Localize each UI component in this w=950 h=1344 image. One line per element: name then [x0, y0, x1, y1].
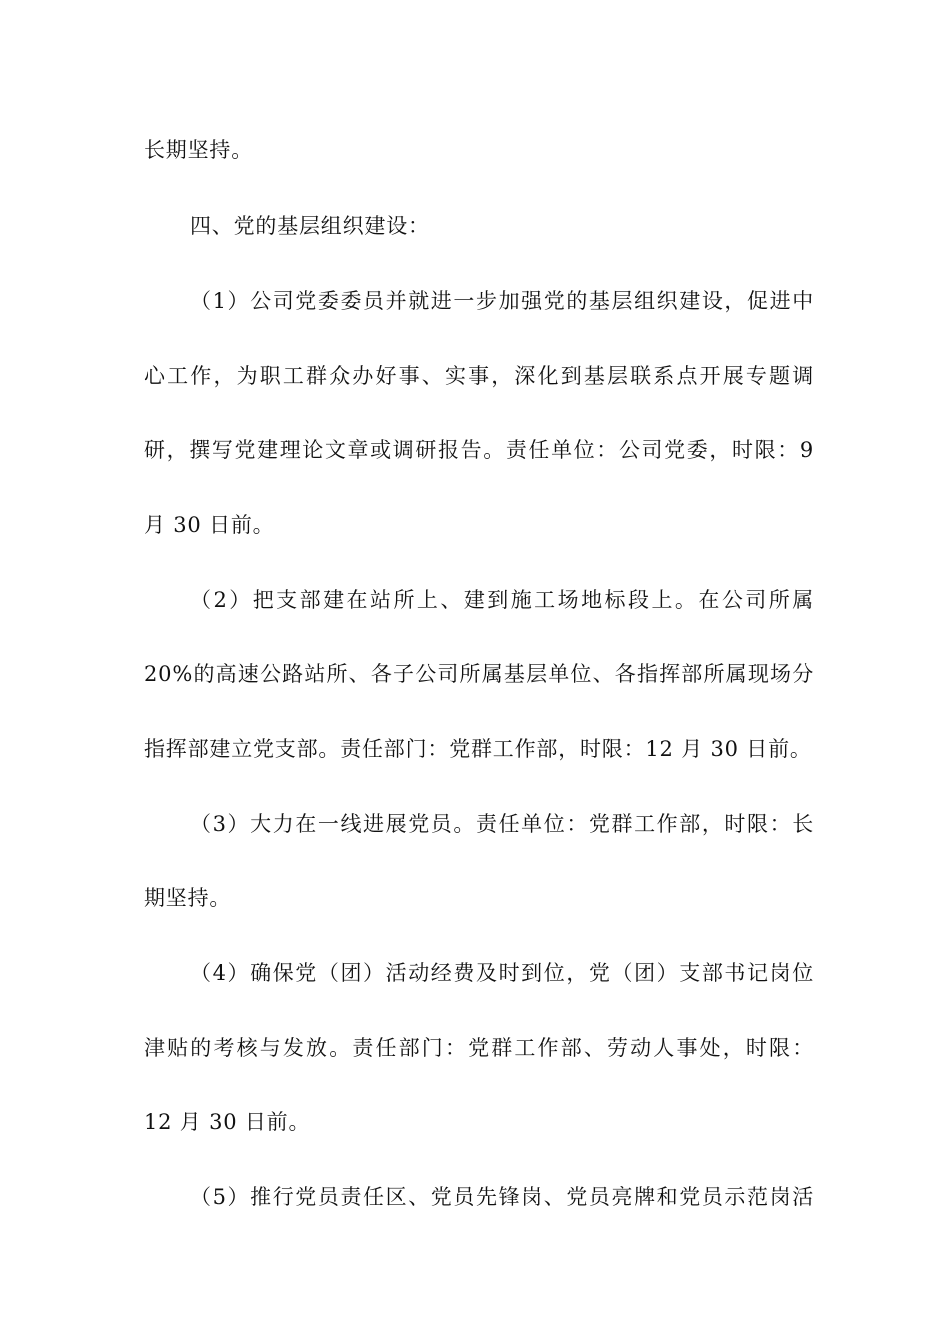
text-line: 津贴的考核与发放。责任部门：党群工作部、劳动人事处，时限： [144, 1036, 814, 1060]
text-line: 长期坚持。 [144, 138, 253, 162]
section-heading: 四、党的基层组织建设： [190, 214, 430, 238]
text-line: 研，撰写党建理论文章或调研报告。责任单位：公司党委，时限：9 [144, 438, 814, 462]
text-line: （4）确保党（团）活动经费及时到位，党（团）支部书记岗位 [190, 961, 814, 985]
text-line: （2）把支部建在站所上、建到施工场地标段上。在公司所属 [190, 588, 814, 612]
text-line: 月 30 日前。 [144, 513, 275, 537]
text-line: 心工作，为职工群众办好事、实事，深化到基层联系点开展专题调 [144, 364, 814, 388]
text-line: （1）公司党委委员并就进一步加强党的基层组织建设，促进中 [190, 289, 814, 313]
text-line: （5）推行党员责任区、党员先锋岗、党员亮牌和党员示范岗活 [190, 1185, 814, 1209]
text-line: 期坚持。 [144, 886, 232, 910]
text-line: 20%的高速公路站所、各子公司所属基层单位、各指挥部所属现场分 [144, 662, 814, 686]
text-line: 12 月 30 日前。 [144, 1110, 311, 1134]
text-line: （3）大力在一线进展党员。责任单位：党群工作部，时限：长 [190, 812, 814, 836]
text-line: 指挥部建立党支部。责任部门：党群工作部，时限：12 月 30 日前。 [144, 737, 812, 761]
